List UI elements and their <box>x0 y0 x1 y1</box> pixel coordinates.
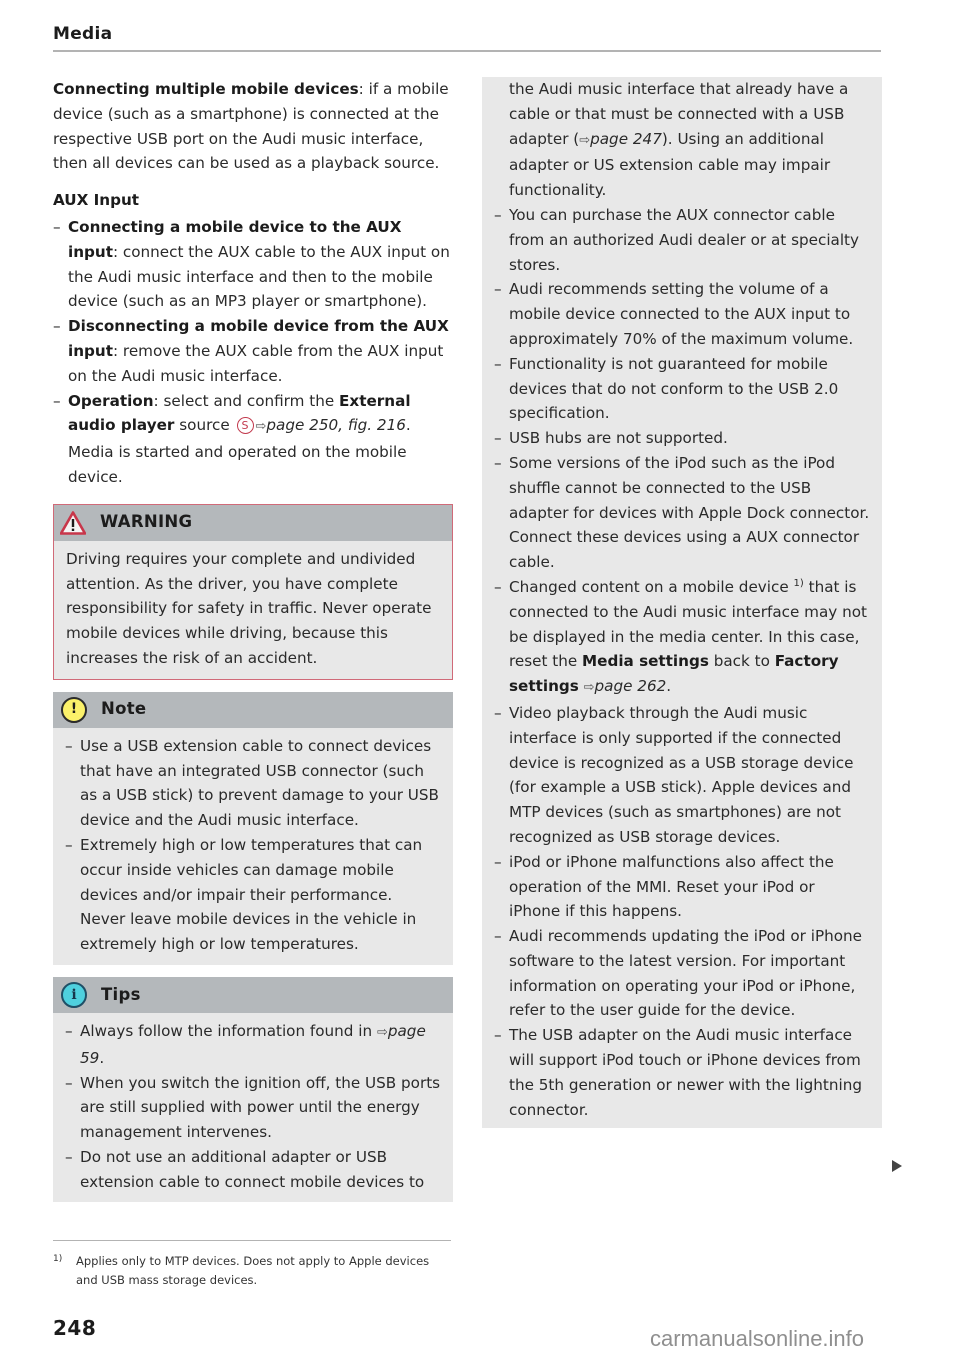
note-box <box>53 692 453 965</box>
tips-item-text: . <box>666 677 672 696</box>
tips-item-text: Always follow the information found in <box>80 1021 377 1040</box>
tips-header <box>53 977 453 1013</box>
warning-triangle-icon <box>60 511 86 535</box>
warning-header <box>54 505 452 541</box>
warning-label: WARNING <box>100 512 193 532</box>
callout-s-icon: S <box>237 417 254 434</box>
page-ref-link[interactable]: page 59 <box>80 1021 426 1067</box>
aux-item-text: source <box>174 416 230 435</box>
aux-item-disconnect <box>53 314 453 388</box>
media-settings-term: Media settings <box>582 652 709 671</box>
note-list <box>65 734 441 957</box>
tips-item-text: . <box>99 1048 105 1067</box>
tips-list-continued <box>494 203 870 1122</box>
tips-item-text: back to <box>708 652 775 671</box>
note-item: – Use a USB extension cable to connect devices that have an integrated USB connector (such as a USB stick) to prevent damage to your USB device and the Audi music interface. <box>65 734 441 833</box>
note-item: – Extremely high or low temperatures that can occur inside vehicles can damage mobile devices and/or impair their performance. Never leave mobile devices in the vehicle in extremely high or low temperatures. <box>65 833 441 957</box>
page-ref-link[interactable]: page 247 <box>590 129 662 148</box>
tips-item: – You can purchase the AUX connector cable from an authorized Audi dealer or at specialty stores. <box>494 203 870 277</box>
info-circle-icon: i <box>61 982 87 1008</box>
tips-item: – USB hubs are not supported. <box>494 426 870 451</box>
intro-term: Connecting multiple mobile devices <box>53 80 359 98</box>
watermark: carmanualsonline.info <box>650 1326 865 1351</box>
note-body <box>53 728 453 965</box>
continuation-text: ). Using an additional adapter or US extension cable may impair functionality. <box>509 129 831 200</box>
tips-list <box>65 1019 441 1195</box>
warning-body: Driving requires your complete and undivided attention. As the driver, you have complete responsibility for safety in traffic. Never operate mobile devices while driving, because this increases the risk of an accident. <box>66 549 432 667</box>
right-column <box>484 77 882 1128</box>
tips-item: – Do not use an additional adapter or USB extension cable to connect mobile devices to <box>65 1145 441 1195</box>
tips-box-continued <box>482 77 882 1128</box>
section-title: Media <box>53 24 113 44</box>
aux-item-term: Operation <box>68 391 154 410</box>
footnote-divider <box>53 1240 451 1241</box>
page-ref-link[interactable]: page 250, fig. 216 <box>266 416 406 435</box>
footnote-mark: 1) <box>53 1254 63 1264</box>
tips-item: – The USB adapter on the Audi music interface will support iPod touch or iPhone devices from the 5th generation or newer with the lightning connector. <box>494 1023 870 1122</box>
tips-item: – Audi recommends updating the iPod or iPhone software to the latest version. For important information on operating your iPod or iPhone, refer to the user guide for the device. <box>494 924 870 1023</box>
page-ref-arrow-icon: ⇨ <box>583 680 595 696</box>
page-ref-arrow-icon: ⇨ <box>255 419 267 435</box>
continuation-text: the Audi music interface that already have a cable or that must be connected with a USB adapter ( <box>509 80 849 148</box>
footnote-ref[interactable]: 1) <box>793 577 804 589</box>
tips-item-text: Changed content on a mobile device <box>509 577 794 596</box>
aux-input-heading: AUX Input <box>53 191 140 210</box>
tips-item: – Some versions of the iPod such as the iPod shuffle cannot be connected to the USB adapter for devices with Apple Dock connector. Connect these devices using a AUX connector cable. <box>494 451 870 575</box>
aux-item-text: : remove the AUX cable from the AUX input on the Audi music interface. <box>68 341 444 385</box>
tips-label: Tips <box>101 984 141 1004</box>
aux-item-term: Disconnecting a mobile device from the AUX input <box>68 317 449 360</box>
header-divider <box>53 50 881 52</box>
tips-item: – Audi recommends setting the volume of a mobile device connected to the AUX input to approximately 70% of the maximum volume. <box>494 277 870 351</box>
tips-body <box>53 1013 453 1203</box>
warning-box <box>53 504 453 680</box>
aux-item-text: . Media is started and operated on the mobile device. <box>68 416 411 486</box>
left-column <box>53 77 453 1202</box>
intro-paragraph <box>53 77 453 176</box>
footnote-text: Applies only to MTP devices. Does not apply to Apple devices and USB mass storage devices. <box>76 1254 430 1287</box>
running-header <box>53 24 881 44</box>
tips-item: – iPod or iPhone malfunctions also affect the operation of the MMI. Reset your iPod or iPhone if this happens. <box>494 850 870 924</box>
aux-item-term: Connecting a mobile device to the AUX input <box>68 217 402 261</box>
tips-continuation <box>494 77 870 203</box>
footnote <box>53 1252 453 1290</box>
page-ref-arrow-icon: ⇨ <box>376 1024 388 1040</box>
external-audio-player-term: External audio player <box>68 391 411 435</box>
aux-item-text: : connect the AUX cable to the AUX input on the Audi music interface and then to the mobile device (such as an MP3 player or smartphone). <box>68 242 450 311</box>
aux-item-text: : select and confirm the <box>153 391 340 410</box>
note-header <box>53 692 453 728</box>
tips-item <box>494 575 870 701</box>
tips-item: – When you switch the ignition off, the USB ports are still supplied with power until the energy management intervenes. <box>65 1071 441 1145</box>
tips-box <box>53 977 453 1203</box>
continue-arrow-icon <box>892 1160 902 1172</box>
tips-item: – Video playback through the Audi music interface is only supported if the connected device is recognized as a USB storage device (for example a USB stick). Apple devices and MTP devices (such as smartphones) are not recognized as USB storage devices. <box>494 701 870 850</box>
note-label: Note <box>101 699 147 719</box>
page-ref-arrow-icon: ⇨ <box>579 132 591 148</box>
aux-item-operation <box>53 389 453 490</box>
tips-item-text: that is connected to the Audi music interface may not be displayed in the media center. In this case, reset the <box>509 577 867 671</box>
tips-item <box>65 1019 441 1071</box>
factory-settings-term: Factory settings <box>509 652 839 696</box>
aux-list <box>53 215 453 490</box>
tips-item: – Functionality is not guaranteed for mobile devices that do not conform to the USB 2.0 specification. <box>494 352 870 426</box>
exclamation-circle-icon: ! <box>61 697 87 723</box>
intro-text: : if a mobile device (such as a smartphone) is connected at the respective USB port on the Audi music interface, then all devices can be used as a playback source. <box>53 80 449 173</box>
aux-item-connect <box>53 215 453 314</box>
page-ref-link[interactable]: page 262 <box>594 677 667 696</box>
page-number: 248 <box>53 1316 97 1340</box>
